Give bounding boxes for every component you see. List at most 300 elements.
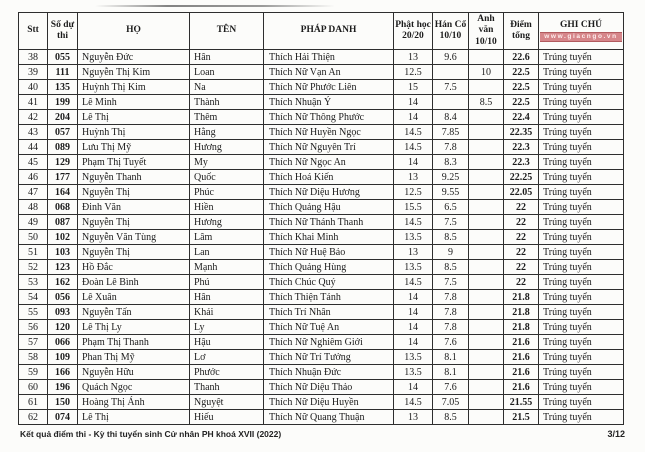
cell-phap-danh: Thích Nữ Thông Phước — [264, 110, 394, 125]
cell-ho: Lê Thị Ly — [78, 320, 190, 335]
cell-phap-danh: Thích Nữ Huyền Ngọc — [264, 125, 394, 140]
cell-so-du-thi: 129 — [48, 155, 78, 170]
cell-stt: 51 — [19, 245, 48, 260]
cell-diem-tong: 22.4 — [504, 110, 539, 125]
cell-ho: Phan Thị Mỹ — [78, 350, 190, 365]
cell-so-du-thi: 087 — [48, 215, 78, 230]
cell-ho: Đinh Văn — [78, 200, 190, 215]
table-row — [19, 155, 624, 170]
cell-phat-hoc: 13.5 — [394, 350, 433, 365]
header-ten — [190, 13, 264, 50]
cell-han-co: 8.5 — [433, 410, 469, 425]
cell-ten: Thêm — [190, 110, 264, 125]
cell-ho: Huỳnh Thị Kim — [78, 80, 190, 95]
cell-ghi-chu: Trúng tuyển — [539, 335, 624, 350]
cell-anh-van — [469, 170, 504, 185]
cell-han-co: 7.5 — [433, 80, 469, 95]
table-row — [19, 260, 624, 275]
cell-phap-danh: Thích Thiện Tánh — [264, 290, 394, 305]
cell-phat-hoc: 14 — [394, 320, 433, 335]
cell-anh-van — [469, 245, 504, 260]
cell-phap-danh: Thích Nữ Vạn An — [264, 65, 394, 80]
cell-stt: 42 — [19, 110, 48, 125]
cell-ten: Loan — [190, 65, 264, 80]
cell-diem-tong: 22 — [504, 245, 539, 260]
cell-phap-danh: Thích Nữ Nguyên Trí — [264, 140, 394, 155]
cell-ghi-chu: Trúng tuyển — [539, 320, 624, 335]
cell-diem-tong: 22 — [504, 230, 539, 245]
cell-phat-hoc: 12.5 — [394, 185, 433, 200]
cell-ten: Phú — [190, 275, 264, 290]
cell-han-co: 7.85 — [433, 125, 469, 140]
cell-so-du-thi: 166 — [48, 365, 78, 380]
exam-results-table — [18, 12, 624, 425]
cell-stt: 48 — [19, 200, 48, 215]
cell-phap-danh: Thích Quảng Hùng — [264, 260, 394, 275]
cell-phat-hoc: 14.5 — [394, 215, 433, 230]
cell-phat-hoc: 15 — [394, 80, 433, 95]
cell-ho: Lê Thị — [78, 110, 190, 125]
cell-so-du-thi: 135 — [48, 80, 78, 95]
cell-han-co: 7.6 — [433, 335, 469, 350]
cell-anh-van — [469, 395, 504, 410]
cell-ghi-chu: Trúng tuyển — [539, 275, 624, 290]
cell-anh-van — [469, 305, 504, 320]
cell-phat-hoc: 13 — [394, 410, 433, 425]
cell-anh-van — [469, 110, 504, 125]
cell-diem-tong: 22 — [504, 275, 539, 290]
table-row — [19, 185, 624, 200]
cell-phat-hoc: 13 — [394, 50, 433, 65]
header-stt-label: Stt — [27, 25, 39, 36]
cell-ghi-chu: Trúng tuyển — [539, 380, 624, 395]
cell-phat-hoc: 14 — [394, 335, 433, 350]
cell-stt: 59 — [19, 365, 48, 380]
cell-phat-hoc: 14.5 — [394, 125, 433, 140]
cell-phap-danh: Thích Nữ Tuệ An — [264, 320, 394, 335]
cell-han-co: 8.4 — [433, 110, 469, 125]
cell-han-co: 6.5 — [433, 200, 469, 215]
cell-phat-hoc: 13.5 — [394, 260, 433, 275]
cell-ghi-chu: Trúng tuyển — [539, 80, 624, 95]
table-row — [19, 170, 624, 185]
cell-so-du-thi: 066 — [48, 335, 78, 350]
cell-ten: Hương — [190, 140, 264, 155]
cell-so-du-thi: 109 — [48, 350, 78, 365]
cell-ho: Nguyễn Văn Tùng — [78, 230, 190, 245]
table-header — [19, 13, 624, 50]
cell-ten: My — [190, 155, 264, 170]
cell-phap-danh: Thích Nữ Ngọc An — [264, 155, 394, 170]
cell-so-du-thi: 199 — [48, 95, 78, 110]
cell-ho: Lê Thị — [78, 410, 190, 425]
cell-ghi-chu: Trúng tuyển — [539, 200, 624, 215]
cell-diem-tong: 22.3 — [504, 155, 539, 170]
header-so-du-thi — [48, 13, 78, 50]
cell-stt: 57 — [19, 335, 48, 350]
cell-ghi-chu: Trúng tuyển — [539, 365, 624, 380]
header-anh-van-label: Anh văn — [477, 14, 495, 36]
cell-stt: 53 — [19, 275, 48, 290]
cell-so-du-thi: 057 — [48, 125, 78, 140]
cell-ghi-chu: Trúng tuyển — [539, 140, 624, 155]
header-ten-label: TÊN — [216, 25, 237, 36]
table-row — [19, 305, 624, 320]
cell-ho: Nguyễn Hữu — [78, 365, 190, 380]
header-phat-hoc-label: Phật học — [395, 19, 431, 30]
cell-ghi-chu: Trúng tuyển — [539, 65, 624, 80]
cell-ghi-chu: Trúng tuyển — [539, 305, 624, 320]
cell-ho: Nguyễn Tấn — [78, 305, 190, 320]
cell-so-du-thi: 123 — [48, 260, 78, 275]
cell-diem-tong: 22.5 — [504, 80, 539, 95]
cell-diem-tong: 22.6 — [504, 50, 539, 65]
header-ghi-chu — [539, 13, 624, 50]
cell-han-co: 7.5 — [433, 215, 469, 230]
cell-stt: 41 — [19, 95, 48, 110]
cell-so-du-thi: 164 — [48, 185, 78, 200]
cell-ho: Hồ Đắc — [78, 260, 190, 275]
cell-anh-van — [469, 125, 504, 140]
cell-anh-van — [469, 80, 504, 95]
cell-ten: Thành — [190, 95, 264, 110]
table-row — [19, 275, 624, 290]
cell-diem-tong: 21.6 — [504, 365, 539, 380]
cell-stt: 56 — [19, 320, 48, 335]
cell-so-du-thi: 162 — [48, 275, 78, 290]
cell-phat-hoc: 14.5 — [394, 275, 433, 290]
cell-anh-van — [469, 50, 504, 65]
cell-ho: Lưu Thị Mỹ — [78, 140, 190, 155]
cell-han-co: 8.5 — [433, 230, 469, 245]
cell-han-co: 8.1 — [433, 350, 469, 365]
cell-phap-danh: Thích Nhuận Ý — [264, 95, 394, 110]
header-han-co — [433, 13, 469, 50]
cell-anh-van — [469, 260, 504, 275]
cell-han-co: 7.8 — [433, 320, 469, 335]
cell-ten: Phước — [190, 365, 264, 380]
cell-han-co: 7.5 — [433, 275, 469, 290]
cell-ghi-chu: Trúng tuyển — [539, 95, 624, 110]
cell-stt: 60 — [19, 380, 48, 395]
cell-han-co: 7.8 — [433, 290, 469, 305]
cell-ten: Hân — [190, 290, 264, 305]
cell-han-co: 9.25 — [433, 170, 469, 185]
cell-ho: Phạm Thị Tuyết — [78, 155, 190, 170]
cell-diem-tong: 22.5 — [504, 65, 539, 80]
header-han-co-max: 10/10 — [439, 31, 462, 42]
table-row — [19, 65, 624, 80]
cell-phap-danh: Thích Nữ Trí Tưởng — [264, 350, 394, 365]
cell-phat-hoc: 14.5 — [394, 395, 433, 410]
cell-stt: 43 — [19, 125, 48, 140]
cell-so-du-thi: 177 — [48, 170, 78, 185]
cell-ghi-chu: Trúng tuyển — [539, 170, 624, 185]
cell-stt: 55 — [19, 305, 48, 320]
cell-ten: Phúc — [190, 185, 264, 200]
cell-stt: 47 — [19, 185, 48, 200]
cell-ten: Khải — [190, 305, 264, 320]
cell-anh-van — [469, 350, 504, 365]
cell-stt: 54 — [19, 290, 48, 305]
table-row — [19, 230, 624, 245]
table-row — [19, 380, 624, 395]
header-phat-hoc — [394, 13, 433, 50]
cell-ho: Nguyễn Thị — [78, 185, 190, 200]
cell-han-co: 9.6 — [433, 50, 469, 65]
cell-anh-van: 8.5 — [469, 95, 504, 110]
header-so-du-thi-label: Số dự thi — [50, 19, 75, 42]
cell-ten: Na — [190, 80, 264, 95]
cell-phap-danh: Thích Chúc Quý — [264, 275, 394, 290]
cell-diem-tong: 21.5 — [504, 410, 539, 425]
header-phap-danh-label: PHÁP DANH — [300, 25, 357, 36]
scan-artifact-line — [95, 5, 335, 7]
cell-ghi-chu: Trúng tuyển — [539, 110, 624, 125]
cell-diem-tong: 21.6 — [504, 335, 539, 350]
table-row — [19, 200, 624, 215]
cell-han-co: 7.8 — [433, 140, 469, 155]
table-row — [19, 215, 624, 230]
table-row — [19, 365, 624, 380]
cell-anh-van — [469, 155, 504, 170]
cell-phap-danh: Thích Nữ Diệu Hương — [264, 185, 394, 200]
cell-diem-tong: 22.35 — [504, 125, 539, 140]
cell-ten: Lan — [190, 245, 264, 260]
cell-han-co: 7.8 — [433, 305, 469, 320]
cell-stt: 39 — [19, 65, 48, 80]
cell-diem-tong: 21.8 — [504, 320, 539, 335]
cell-so-du-thi: 093 — [48, 305, 78, 320]
table-row — [19, 125, 624, 140]
cell-ghi-chu: Trúng tuyển — [539, 245, 624, 260]
cell-phap-danh: Thích Nữ Nghiêm Giới — [264, 335, 394, 350]
cell-anh-van — [469, 275, 504, 290]
cell-so-du-thi: 111 — [48, 65, 78, 80]
cell-ten: Hiền — [190, 200, 264, 215]
cell-diem-tong: 21.6 — [504, 380, 539, 395]
cell-ghi-chu: Trúng tuyển — [539, 410, 624, 425]
table-row — [19, 350, 624, 365]
cell-so-du-thi: 150 — [48, 395, 78, 410]
cell-ten: Hằng — [190, 125, 264, 140]
cell-ghi-chu: Trúng tuyển — [539, 50, 624, 65]
cell-anh-van — [469, 200, 504, 215]
cell-ten: Hậu — [190, 335, 264, 350]
cell-anh-van — [469, 215, 504, 230]
cell-so-du-thi: 089 — [48, 140, 78, 155]
cell-han-co: 8.1 — [433, 365, 469, 380]
cell-phap-danh: Thích Hải Thiện — [264, 50, 394, 65]
footer-caption: Kết quả điểm thi - Kỳ thi tuyển sinh Cử nhân PH khoá XVII (2022) — [20, 429, 282, 439]
cell-anh-van — [469, 335, 504, 350]
cell-han-co: 9 — [433, 245, 469, 260]
cell-han-co: 7.05 — [433, 395, 469, 410]
cell-ghi-chu: Trúng tuyển — [539, 155, 624, 170]
cell-han-co — [433, 65, 469, 80]
footer-page-number: 3/12 — [607, 429, 625, 439]
cell-stt: 58 — [19, 350, 48, 365]
header-anh-van — [469, 13, 504, 50]
cell-ten: Thanh — [190, 380, 264, 395]
cell-ho: Lê Minh — [78, 95, 190, 110]
header-stt — [19, 13, 48, 50]
cell-phat-hoc: 14.5 — [394, 140, 433, 155]
cell-phap-danh: Thích Nữ Diệu Thảo — [264, 380, 394, 395]
cell-ten: Hương — [190, 215, 264, 230]
cell-phat-hoc: 14 — [394, 110, 433, 125]
cell-ghi-chu: Trúng tuyển — [539, 215, 624, 230]
cell-phap-danh: Thích Nữ Quang Thuận — [264, 410, 394, 425]
cell-phat-hoc: 14 — [394, 380, 433, 395]
cell-ghi-chu: Trúng tuyển — [539, 290, 624, 305]
cell-stt: 38 — [19, 50, 48, 65]
table-row — [19, 395, 624, 410]
cell-phat-hoc: 14 — [394, 155, 433, 170]
header-diem-tong — [504, 13, 539, 50]
table-row — [19, 320, 624, 335]
cell-ten: Lơ — [190, 350, 264, 365]
cell-so-du-thi: 103 — [48, 245, 78, 260]
cell-phap-danh: Thích Nữ Thánh Thanh — [264, 215, 394, 230]
table-row — [19, 140, 624, 155]
cell-phat-hoc: 13 — [394, 170, 433, 185]
cell-han-co: 7.6 — [433, 380, 469, 395]
cell-anh-van — [469, 185, 504, 200]
cell-so-du-thi: 068 — [48, 200, 78, 215]
header-ho-label: HỌ — [126, 25, 141, 36]
cell-phat-hoc: 12.5 — [394, 65, 433, 80]
cell-stt: 61 — [19, 395, 48, 410]
cell-phap-danh: Thích Trí Nhân — [264, 305, 394, 320]
cell-diem-tong: 21.6 — [504, 350, 539, 365]
table-row — [19, 50, 624, 65]
cell-anh-van — [469, 230, 504, 245]
cell-ghi-chu: Trúng tuyển — [539, 230, 624, 245]
cell-phat-hoc: 13.5 — [394, 365, 433, 380]
cell-ghi-chu: Trúng tuyển — [539, 395, 624, 410]
cell-phap-danh: Thích Nữ Diệu Huyền — [264, 395, 394, 410]
cell-diem-tong: 22 — [504, 215, 539, 230]
cell-phap-danh: Thích Nữ Huệ Bảo — [264, 245, 394, 260]
cell-diem-tong: 22.3 — [504, 140, 539, 155]
cell-ten: Lâm — [190, 230, 264, 245]
cell-ho: Phạm Thị Thanh — [78, 335, 190, 350]
cell-ghi-chu: Trúng tuyển — [539, 350, 624, 365]
cell-diem-tong: 22 — [504, 260, 539, 275]
cell-so-du-thi: 204 — [48, 110, 78, 125]
header-ghi-chu-label: GHI CHÚ — [560, 19, 602, 30]
cell-stt: 62 — [19, 410, 48, 425]
cell-stt: 49 — [19, 215, 48, 230]
cell-han-co: 9.55 — [433, 185, 469, 200]
cell-han-co: 8.3 — [433, 155, 469, 170]
cell-stt: 44 — [19, 140, 48, 155]
cell-ten: Nguyệt — [190, 395, 264, 410]
cell-phap-danh: Thích Nhuận Đức — [264, 365, 394, 380]
cell-so-du-thi: 102 — [48, 230, 78, 245]
cell-anh-van: 10 — [469, 65, 504, 80]
cell-phap-danh: Thích Hoá Kiến — [264, 170, 394, 185]
watermark-giacngo: www.giacngo.vn — [540, 32, 622, 42]
cell-diem-tong: 22.25 — [504, 170, 539, 185]
cell-so-du-thi: 120 — [48, 320, 78, 335]
cell-anh-van — [469, 290, 504, 305]
cell-ghi-chu: Trúng tuyển — [539, 185, 624, 200]
cell-han-co — [433, 95, 469, 110]
cell-diem-tong: 21.8 — [504, 290, 539, 305]
cell-phat-hoc: 13 — [394, 245, 433, 260]
header-phat-hoc-max: 20/20 — [402, 31, 424, 42]
cell-diem-tong: 22.5 — [504, 95, 539, 110]
cell-ho: Đoàn Lê Bình — [78, 275, 190, 290]
cell-so-du-thi: 055 — [48, 50, 78, 65]
header-anh-van-max: 10/10 — [475, 36, 497, 47]
table-row — [19, 95, 624, 110]
cell-ghi-chu: Trúng tuyển — [539, 260, 624, 275]
cell-stt: 40 — [19, 80, 48, 95]
cell-diem-tong: 21.55 — [504, 395, 539, 410]
cell-phat-hoc: 15.5 — [394, 200, 433, 215]
cell-stt: 50 — [19, 230, 48, 245]
header-diem-tong-label: Điểm tổng — [510, 19, 532, 42]
cell-phat-hoc: 14 — [394, 305, 433, 320]
cell-diem-tong: 22 — [504, 200, 539, 215]
header-phap-danh — [264, 13, 394, 50]
cell-anh-van — [469, 320, 504, 335]
cell-so-du-thi: 196 — [48, 380, 78, 395]
table-row — [19, 410, 624, 425]
cell-phap-danh: Thích Khai Minh — [264, 230, 394, 245]
table-body — [19, 50, 624, 425]
cell-ho: Lê Xuân — [78, 290, 190, 305]
cell-ten: Hân — [190, 50, 264, 65]
cell-ho: Nguyễn Thị Kim — [78, 65, 190, 80]
cell-ho: Quách Ngọc — [78, 380, 190, 395]
cell-anh-van — [469, 410, 504, 425]
cell-ho: Nguyễn Thị — [78, 215, 190, 230]
cell-ho: Nguyễn Thanh — [78, 170, 190, 185]
table-row — [19, 245, 624, 260]
cell-phat-hoc: 14 — [394, 290, 433, 305]
cell-ho: Nguyễn Thị — [78, 245, 190, 260]
cell-anh-van — [469, 140, 504, 155]
header-ho — [78, 13, 190, 50]
cell-ten: Quốc — [190, 170, 264, 185]
header-han-co-label: Hán Cổ — [434, 19, 467, 30]
cell-diem-tong: 21.8 — [504, 305, 539, 320]
table-row — [19, 335, 624, 350]
cell-ten: Hiếu — [190, 410, 264, 425]
cell-so-du-thi: 056 — [48, 290, 78, 305]
cell-anh-van — [469, 365, 504, 380]
table-row — [19, 110, 624, 125]
cell-ten: Ly — [190, 320, 264, 335]
cell-phap-danh: Thích Nữ Phước Liên — [264, 80, 394, 95]
cell-phat-hoc: 13.5 — [394, 230, 433, 245]
cell-stt: 52 — [19, 260, 48, 275]
cell-han-co: 8.5 — [433, 260, 469, 275]
cell-ghi-chu: Trúng tuyển — [539, 125, 624, 140]
cell-ho: Nguyễn Đức — [78, 50, 190, 65]
cell-stt: 45 — [19, 155, 48, 170]
table-row — [19, 290, 624, 305]
cell-so-du-thi: 074 — [48, 410, 78, 425]
cell-anh-van — [469, 380, 504, 395]
cell-ho: Hoàng Thị Ánh — [78, 395, 190, 410]
cell-stt: 46 — [19, 170, 48, 185]
table-row — [19, 80, 624, 95]
